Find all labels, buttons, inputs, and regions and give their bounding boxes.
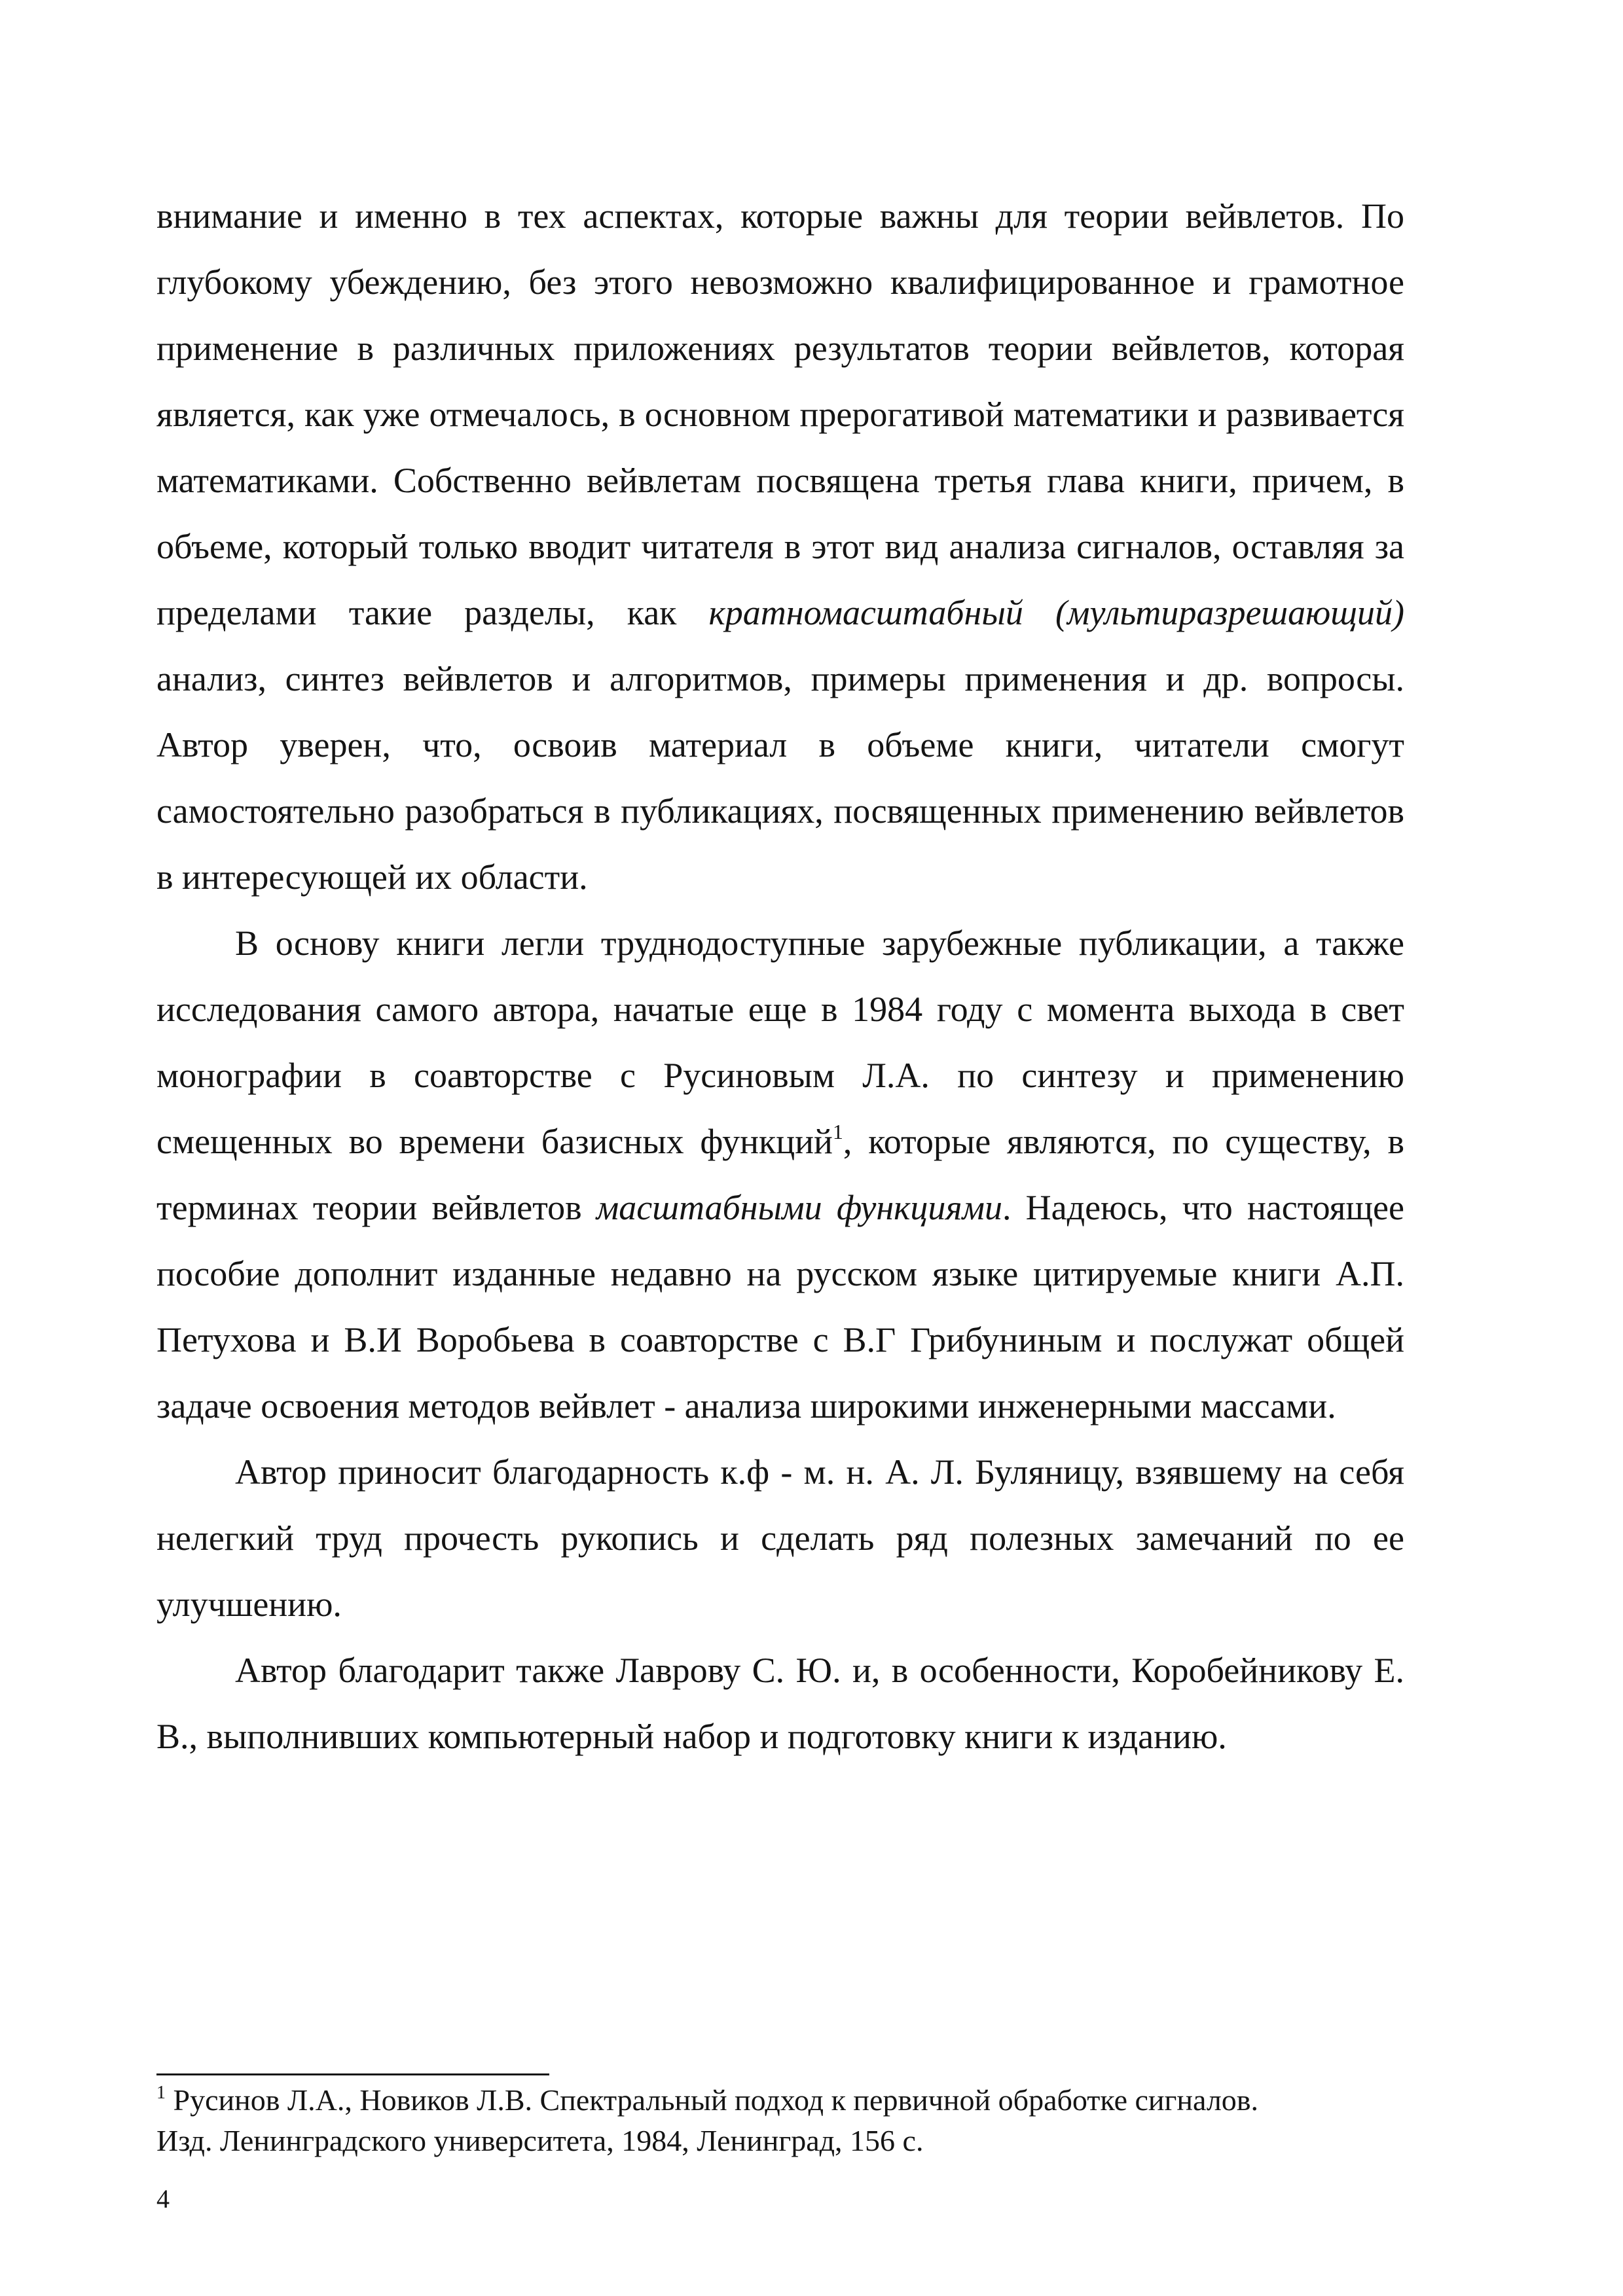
paragraph-sources: [156, 910, 1404, 1439]
italic-term: кратномасштабный (мультиразрешающий): [708, 593, 1404, 632]
footnote-reference[interactable]: 1: [832, 1120, 843, 1143]
body-text: [156, 183, 1404, 1770]
footnote-line: [156, 2080, 1404, 2121]
paragraph-text: , которые являются, по существу, в терминах теории вейвлетов: [156, 1122, 1404, 1227]
paragraph-text: анализ, синтез вейвлетов и алгоритмов, примеры применения и др. вопросы. Автор уверен, что, освоив материал в объеме книги, читатели смогут самостоятельно разобраться в публикациях, посвященных применению вейвлетов в интересующей их области.: [156, 659, 1404, 897]
paragraph-text: В основу книги легли труднодоступные зарубежные публикации, а также исследования самого автора, начатые еще в 1984 году с момента выхода в свет монографии в соавторстве с Русиновым Л.А. по синтезу и применению смещенных во времени базисных функций: [156, 924, 1404, 1161]
page-number: 4: [156, 2184, 170, 2214]
footnote-line: Изд. Ленинградского университета, 1984, Ленинград, 156 с.: [156, 2124, 924, 2157]
italic-term: масштабными функциями: [596, 1188, 1002, 1227]
footnote-marker: 1: [156, 2083, 166, 2103]
paragraph-continuation: [156, 183, 1404, 910]
paragraph-text: внимание и именно в тех аспектах, которые важны для теории вейвлетов. По глубокому убеждению, без этого невозможно квалифицированное и грамотное применение в различных приложениях результатов теории вейвлетов, которая является, как уже отмечалось, в основном прерогативой математики и развивается математиками. Собственно вейвлетам посвящена третья глава книги, причем, в объеме, который только вводит читателя в этот вид анализа сигналов, оставляя за пределами такие разделы, как: [156, 196, 1404, 632]
footnote-text: Русинов Л.А., Новиков Л.В. Спектральный подход к первичной обработке сигналов.: [166, 2083, 1259, 2117]
footnote: [156, 2080, 1404, 2161]
paragraph-text: . Надеюсь, что настоящее пособие дополнит изданные недавно на русском языке цитируемые книги А.П. Петухова и В.И Воробьева в соавторстве с В.Г Грибуниным и послужат общей задаче освоения методов вейвлет - анализа широкими инженерными массами.: [156, 1188, 1404, 1426]
paragraph-acknowledgement-2: Автор благодарит также Лаврову С. Ю. и, в особенности, Коробейникову Е. В., выполнивших компьютерный набор и подготовку книги к изданию.: [156, 1651, 1404, 1756]
paragraph-acknowledgement-1: Автор приносит благодарность к.ф - м. н. А. Л. Буляницу, взявшему на себя нелегкий труд прочесть рукопись и сделать ряд полезных замечаний по ее улучшению.: [156, 1452, 1404, 1624]
footnote-divider: [156, 2073, 549, 2075]
